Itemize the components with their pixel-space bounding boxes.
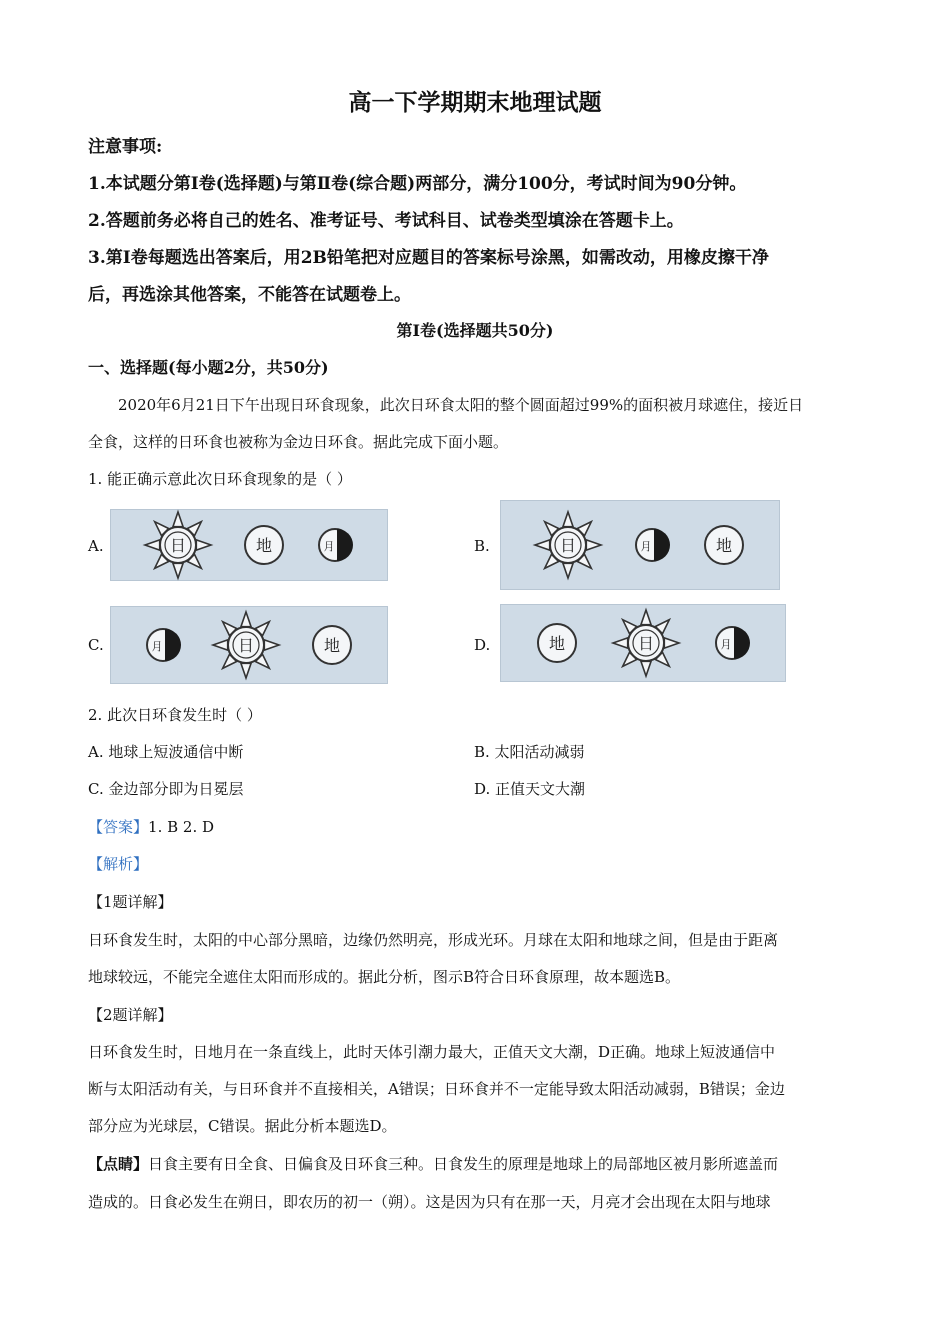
- detail1-line-1: 日环食发生时，太阳的中心部分黑暗，边缘仍然明亮，形成光环。月球在太阳和地球之间，但是由于距离: [88, 931, 779, 949]
- svg-text:地: 地: [715, 536, 732, 555]
- q1-option-b-label: B.: [474, 537, 490, 555]
- section-title: 第Ⅰ卷(选择题共50分): [396, 321, 554, 340]
- sun-icon: [610, 607, 682, 679]
- page-title: 高一下学期期末地理试题: [348, 89, 602, 116]
- svg-text:日: 日: [637, 634, 654, 653]
- q1-option-a-label: A.: [88, 537, 104, 555]
- q2-option-d[interactable]: D. 正值天文大潮: [474, 780, 586, 798]
- detail1-line-2: 地球较远，不能完全遮住太阳而形成的。据此分析，图示B符合日环食原理，故本题选B。: [88, 968, 681, 986]
- notes-heading: 注意事项:: [88, 137, 163, 157]
- analysis-line: [88, 853, 148, 874]
- tip-text-1: 日食主要有日全食、日偏食及日环食三种。日食发生的原理是地球上的局部地区被月影所遮盖而: [148, 1155, 779, 1173]
- moon-icon: [142, 624, 184, 666]
- detail2-line-1: 日环食发生时，日地月在一条直线上，此时天体引潮力最大，正值天文大潮，D正确。地球上短波通信中: [88, 1043, 776, 1061]
- sun-icon: [532, 509, 604, 581]
- earth-icon: [308, 621, 356, 669]
- analysis-tag: 解析: [103, 855, 134, 873]
- answer-open-bracket: 【: [88, 818, 104, 836]
- detail1-heading: 【1题详解】: [88, 893, 173, 911]
- sun-icon: [142, 509, 214, 581]
- q1-stem: 1. 能正确示意此次日环食现象的是（ ）: [88, 470, 352, 488]
- q2-option-a[interactable]: A. 地球上短波通信中断: [88, 743, 244, 761]
- earth-icon: [700, 521, 748, 569]
- svg-text:地: 地: [549, 634, 566, 653]
- earth-icon: [533, 619, 581, 667]
- detail2-heading: 【2题详解】: [88, 1006, 173, 1024]
- answer-line: [88, 816, 214, 837]
- svg-text:地: 地: [323, 636, 341, 655]
- passage-line-2: 全食，这样的日环食也被称为金边日环食。据此完成下面小题。: [88, 433, 509, 451]
- part-title: 一、选择题(每小题2分，共50分): [88, 358, 329, 377]
- earth-icon: [240, 521, 288, 569]
- moon-icon: [631, 524, 673, 566]
- svg-text:月: 月: [323, 540, 335, 553]
- detail2-line-2: 断与太阳活动有关，与日环食并不直接相关，A错误；日环食并不一定能导致太阳活动减弱，B错误；金边: [88, 1080, 785, 1098]
- passage-line-1: 2020年6月21日下午出现日环食现象，此次日环食太阳的整个圆面超过99%的面积被月球遮住，接近日: [118, 396, 804, 414]
- moon-icon: [711, 622, 753, 664]
- tip-line-1: [88, 1153, 778, 1174]
- q2-option-c[interactable]: C. 金边部分即为日冕层: [88, 780, 244, 798]
- moon-icon: [314, 524, 356, 566]
- answer-close-bracket: 】: [133, 818, 149, 836]
- q1-option-a-image[interactable]: [110, 509, 388, 581]
- analysis-open-bracket: 【: [88, 855, 104, 873]
- q1-option-b-image[interactable]: [500, 500, 780, 590]
- svg-text:月: 月: [720, 638, 732, 651]
- answer-text: 1. B 2. D: [148, 818, 215, 836]
- q1-option-c-label: C.: [88, 636, 104, 654]
- svg-text:地: 地: [255, 536, 273, 555]
- notes-item-3: 3.第Ⅰ卷每题选出答案后，用2B铅笔把对应题目的答案标号涂黑，如需改动，用橡皮擦干净: [88, 248, 769, 268]
- sun-icon: [210, 609, 282, 681]
- notes-item-1: 1.本试题分第Ⅰ卷(选择题)与第Ⅱ卷(综合题)两部分，满分100分，考试时间为90分钟。: [88, 174, 747, 194]
- q1-option-d-image[interactable]: [500, 604, 786, 682]
- svg-text:日: 日: [560, 536, 577, 555]
- q1-option-d-label: D.: [474, 636, 491, 654]
- svg-text:日: 日: [237, 636, 255, 655]
- answer-tag: 答案: [103, 818, 134, 836]
- analysis-close-bracket: 】: [133, 855, 149, 873]
- detail2-line-3: 部分应为光球层，C错误。据此分析本题选D。: [88, 1117, 397, 1135]
- q2-option-b[interactable]: B. 太阳活动减弱: [474, 743, 585, 761]
- tip-heading: 【点睛】: [88, 1155, 149, 1173]
- svg-text:月: 月: [640, 540, 652, 553]
- svg-text:月: 月: [151, 640, 163, 653]
- svg-text:日: 日: [169, 536, 187, 555]
- tip-line-2: 造成的。日食必发生在朔日，即农历的初一（朔）。这是因为只有在那一天，月亮才会出现在太阳与地球: [88, 1193, 771, 1211]
- q2-stem: 2. 此次日环食发生时（ ）: [88, 706, 262, 724]
- notes-item-3-cont: 后，再选涂其他答案，不能答在试题卷上。: [88, 285, 411, 305]
- notes-item-2: 2.答题前务必将自己的姓名、准考证号、考试科目、试卷类型填涂在答题卡上。: [88, 211, 684, 231]
- q1-option-c-image[interactable]: [110, 606, 388, 684]
